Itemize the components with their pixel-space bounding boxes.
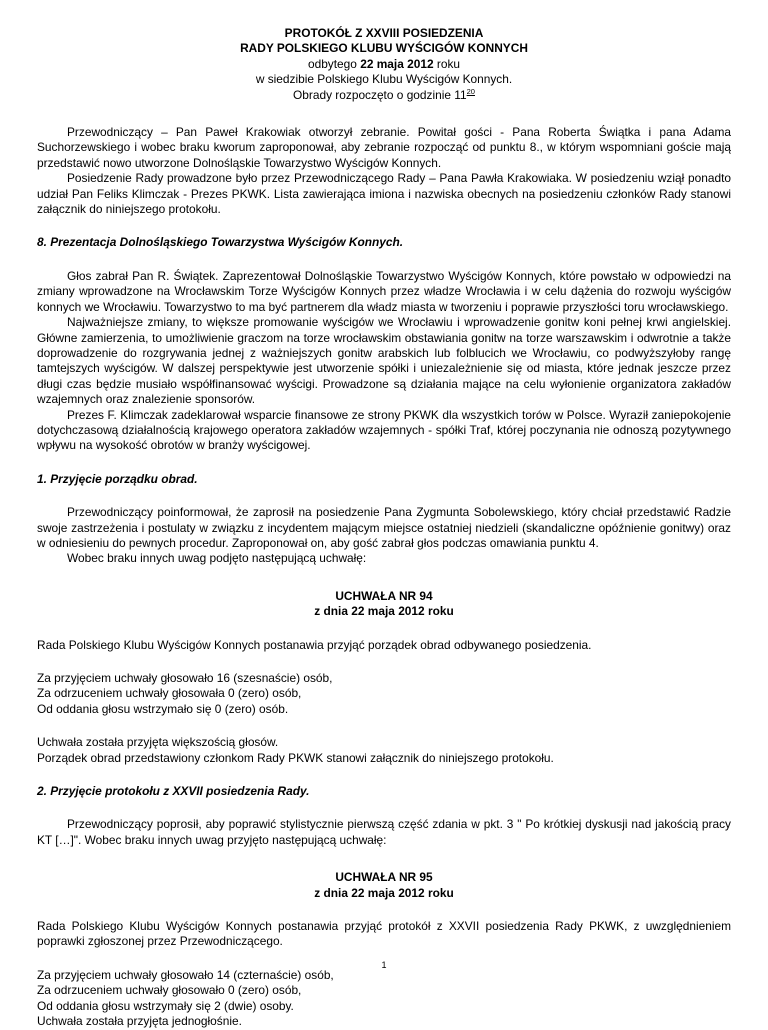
resolution-94-title: UCHWAŁA NR 94 <box>335 588 433 603</box>
page-number: 1 <box>381 960 387 970</box>
section-1-paragraph-1: Przewodniczący poinformował, że zaprosił na posiedzenie Pana Zygmunta Sobolewskiego, który chciał przedstawić Radzie swoje zastrzeżenia i postulaty w związku z incydentem mającym miejsce ostatniej niedzieli (skandaliczne opóźnienie gonitwy) oraz w odniesieniu do pewnych procedur. Zaproponował on, aby gość zabrał głos podczas omawiania punktu 4. <box>37 505 731 550</box>
section-8-paragraph-3: Prezes F. Klimczak zadeklarował wsparcie finansowe ze strony PKWK dla wszystkich torów w Polsce. Wyraził zaniepokojenie dotychczasową działalnością krajowego operatora zakładów wzajemnych - spółki Traf, której poczynania nie odnoszą pozytywnego wpływu na wysokość obrotów w branży wyścigowej. <box>37 407 731 453</box>
held-suffix: roku <box>433 56 461 71</box>
held-prefix: odbytego <box>307 56 361 71</box>
vote-abstain: Od oddania głosu wstrzymało się 0 (zero) osób. <box>37 701 289 716</box>
resolution-95-result: Uchwała została przyjęta jednogłośnie. <box>37 1014 242 1029</box>
resolution-95-votes <box>37 968 731 1030</box>
section-8-paragraph-1: Głos zabrał Pan R. Świątek. Zaprezentował Dolnośląskie Towarzystwo Wyścigów Konnych, które powstało w odpowiedzi na zmiany wprowadzone na Wrocławskim Torze Wyścigów Konnych przez władze Wrocławia i w celu dążenia do rozwoju wyścigów konnych we Wrocławiu. Towarzystwo to ma być partnerem dla władz miasta w tworzeniu i poprawie przyszłości toru wrocławskiego. <box>37 268 731 314</box>
vote-against: Za odrzuceniem uchwały głosowała 0 (zero) osób, <box>37 686 302 701</box>
section-8-heading: 8. Prezentacja Dolnośląskiego Towarzystwa Wyścigów Konnych. <box>37 235 404 250</box>
start-minutes: 20 <box>466 86 475 96</box>
resolution-94-result: Uchwała została przyjęta większością głosów. <box>37 735 279 750</box>
section-2-heading: 2. Przyjęcie protokołu z XXVII posiedzenia Rady. <box>37 784 310 799</box>
intro-paragraph-1: Przewodniczący – Pan Paweł Krakowiak otworzył zebranie. Powitał gości - Pana Roberta Świątka i pana Adama Suchorzewskiego i wobec braku kworum zaproponował, aby zebranie rozpocząć od punktu 8., w którym wspomniani goście mają przedstawić nowo utworzone Dolnośląskie Towarzystwo Wyścigów Konnych. <box>37 125 731 170</box>
resolution-95-date: z dnia 22 maja 2012 roku <box>314 885 454 900</box>
section-1-heading: 1. Przyjęcie porządku obrad. <box>37 471 198 486</box>
resolution-94-text: Rada Polskiego Klubu Wyścigów Konnych postanawia przyjąć porządek obrad odbywanego posiedzenia. <box>37 637 592 652</box>
title-line-2: RADY POLSKIEGO KLUBU WYŚCIGÓW KONNYCH <box>240 41 528 56</box>
held-date: 22 maja 2012 <box>360 56 434 71</box>
resolution-94-votes <box>37 671 731 717</box>
vote-for: Za przyjęciem uchwały głosowało 14 (czternaście) osób, <box>37 967 334 982</box>
resolution-95-title: UCHWAŁA NR 95 <box>335 870 433 885</box>
vote-against: Za odrzuceniem uchwały głosowało 0 (zero) osób, <box>37 983 302 998</box>
title-line-1: PROTOKÓŁ Z XXVIII POSIEDZENIA <box>284 26 484 40</box>
start-time-line <box>37 88 731 103</box>
meeting-date-line <box>37 57 731 72</box>
vote-for: Za przyjęciem uchwały głosowało 16 (szesnaście) osób, <box>37 671 333 685</box>
document-header <box>37 26 731 103</box>
section-2-paragraph-1: Przewodniczący poprosił, aby poprawić stylistycznie pierwszą część zdania w pkt. 3 " Po krótkiej dyskusji nad jakością pracy KT […]". Wobec braku innych uwag przyjęto następującą uchwałę: <box>37 817 731 847</box>
section-8-paragraph-2: Najważniejsze zmiany, to większe promowanie wyścigów we Wrocławiu i wprowadzenie gonitw koni pełnej krwi angielskiej. Główne zamierzenia, to umożliwienie graczom na torze wrocławskim obstawiania gonitw na torze warszawskim i odwrotnie a także doprowadzenie do rozgrywania jednej z ważniejszych gonitw arabskich lub folblucich we Wrocławiu, co podwyższyłoby rangę tamtejszych wyścigów. W dalszej perspektywie jest utworzenie spółki i uniezależnienie się od miasta, które jednak jeszcze przez długi czas będzie musiało współfinansować wyścigi. Prowadzone są działania mające na celu wyłonienie organizatora zakładów wzajemnych oraz znalezienie sponsorów. <box>37 315 731 407</box>
vote-abstain: Od oddania głosu wstrzymały się 2 (dwie) osoby. <box>37 998 294 1013</box>
agenda-attachment-note: Porządek obrad przedstawiony członkom Rady PKWK stanowi załącznik do niniejszego protokołu. <box>37 750 554 765</box>
resolution-95-text: Rada Polskiego Klubu Wyścigów Konnych postanawia przyjąć protokół z XXVII posiedzenia Rady PKWK, z uwzględnieniem poprawki zgłoszonej przez Przewodniczącego. <box>37 919 731 949</box>
start-prefix: Obrady rozpoczęto o godzinie 11 <box>293 87 467 102</box>
intro-paragraph-2: Posiedzenie Rady prowadzone było przez Przewodniczącego Rady – Pana Pawła Krakowiaka. W posiedzeniu wziął ponadto udział Pan Feliks Klimczak - Prezes PKWK. Lista zawierająca imiona i nazwiska obecnych na posiedzeniu członków Rady stanowi załącznik do niniejszego protokołu. <box>37 171 731 217</box>
resolution-94-date: z dnia 22 maja 2012 roku <box>314 604 454 619</box>
section-1-paragraph-2: Wobec braku innych uwag podjęto następującą uchwałę: <box>67 551 367 566</box>
document-page <box>37 26 731 1030</box>
meeting-location: w siedzibie Polskiego Klubu Wyścigów Konnych. <box>255 72 513 87</box>
